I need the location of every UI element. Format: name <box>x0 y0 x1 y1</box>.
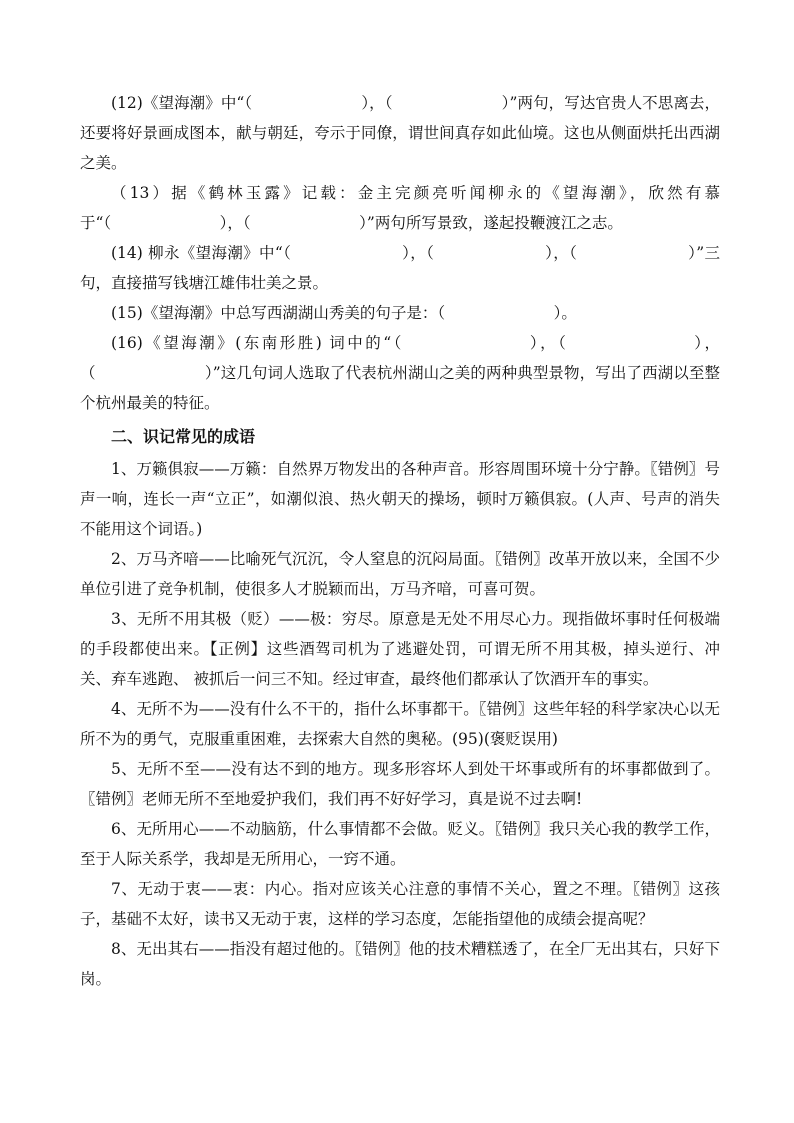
question-12: (12)《望海潮》中“（ ），（ ）”两句，写达官贵人不思离去，还要将好景画成图本，献与朝廷，夸示于同僚，谓世间真存如此仙境。这也从侧面烘托出西湖之美。 <box>80 94 720 172</box>
question-14: (14) 柳永《望海潮》中“（ ），（ ），（ ）”三句，直接描写钱塘江雄伟壮美之景。 <box>80 244 720 292</box>
idiom-item-5: 5、无所不至——没有达不到的地方。现多形容坏人到处干坏事或所有的坏事都做到了。〖错例〗老师无所不至地爱护我们，我们再不好好学习，真是说不过去啊! <box>80 760 720 808</box>
idiom-item-7: 7、无动于衷——衷：内心。指对应该关心注意的事情不关心，置之不理。〖错例〗这孩子，基础不太好，读书又无动于衷，这样的学习态度，怎能指望他的成绩会提高呢？ <box>80 880 720 928</box>
idiom-item-3: 3、无所不用其极（贬）——极：穷尽。原意是无处不用尽心力。现指做坏事时任何极端的手段都使出来。【正例】这些酒驾司机为了逃避处罚，可谓无所不用其极，掉头逆行、冲关、弃车逃跑、 被抓后一问三不知。经过审查，最终他们都承认了饮酒开车的事实。 <box>80 610 720 688</box>
idiom-item-2: 2、万马齐喑——比喻死气沉沉，令人窒息的沉闷局面。〖错例〗改革开放以来，全国不少单位引进了竞争机制，使很多人才脱颖而出，万马齐喑，可喜可贺。 <box>80 550 720 598</box>
idiom-item-1: 1、万籁俱寂——万籁：自然界万物发出的各种声音。形容周围环境十分宁静。〖错例〗号声一响，连长一声“立正”，如潮似浪、热火朝天的操场，顿时万籁俱寂。(人声、号声的消失不能用这个词语。) <box>80 460 720 538</box>
idiom-item-8: 8、无出其右——指没有超过他的。〖错例〗他的技术糟糕透了，在全厂无出其右，只好下岗。 <box>80 940 720 988</box>
document-page <box>80 88 720 994</box>
question-15: (15)《望海潮》中总写西湖湖山秀美的句子是：（ ）。 <box>111 304 577 322</box>
section-heading: 二、识记常见的成语 <box>111 427 256 446</box>
idiom-item-6: 6、无所用心——不动脑筋，什么事情都不会做。贬义。〖错例〗我只关心我的教学工作，至于人际关系学，我却是无所用心，一窍不通。 <box>80 820 720 868</box>
idiom-item-4: 4、无所不为——没有什么不干的，指什么坏事都干。〖错例〗这些年轻的科学家决心以无所不为的勇气，克服重重困难，去探索大自然的奥秘。(95)(褒贬误用) <box>80 700 720 748</box>
question-13: （13）据《鹤林玉露》记载：金主完颜亮听闻柳永的《望海潮》，欣然有慕于“（ ），（ ）”两句所写景致，遂起投鞭渡江之志。 <box>80 184 720 232</box>
question-16: (16)《望海潮》(东南形胜) 词中的“（ ），（ ），（ ）”这几句词人选取了代表杭州湖山之美的两种典型景物，写出了西湖以至整个杭州最美的特征。 <box>80 334 720 412</box>
